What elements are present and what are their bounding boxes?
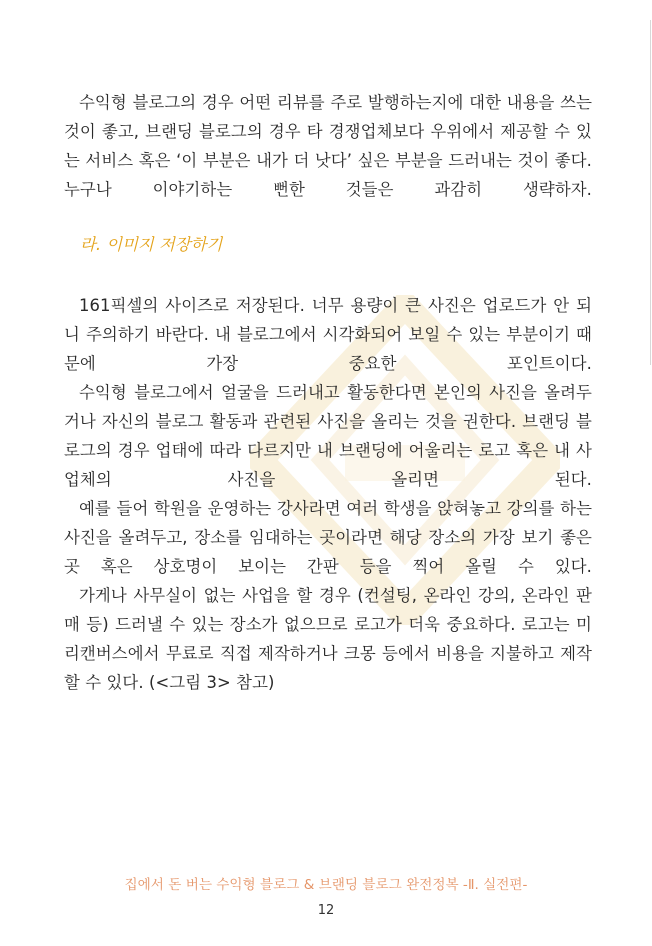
paragraph-profile-photo: 수익형 블로그에서 얼굴을 드러내고 활동한다면 본인의 사진을 올려두거나 자신의 블로그 활동과 관련된 사진을 올리는 것을 권한다. 브랜딩 블로그의 경우 업태에 따라 다르지만 내 브랜딩에 어울리는 로고 혹은 내 사업체의 사진을 올리면 된다.	[64, 383, 592, 489]
paragraph-image-size: 161픽셀의 사이즈로 저장된다. 너무 용량이 큰 사진은 업로드가 안 되니 주의하기 바란다. 내 블로그에서 시각화되어 보일 수 있는 부분이기 때문에 가장 중요한 포인트이다.	[64, 296, 592, 373]
paragraph-branding-description: 수익형 블로그의 경우 어떤 리뷰를 주로 발행하는지에 대한 내용을 쓰는 것이 좋고, 브랜딩 블로그의 경우 타 경쟁업체보다 우위에서 제공할 수 있는 서비스 혹은 ‘이 부분은 내가 더 낫다’ 싶은 부분을 드러내는 것이 좋다. 누구나 이야기하는 뻔한 것들은 과감히 생략하자.	[64, 93, 592, 199]
footer-book-title: 집에서 돈 버는 수익형 블로그 & 브랜딩 블로그 완전정복 -Ⅱ. 실전편-	[124, 877, 528, 893]
page-edge-line	[650, 20, 651, 365]
paragraph-logo-importance: 가게나 사무실이 없는 사업을 할 경우 (컨설팅, 온라인 강의, 온라인 판매 등) 드러낼 수 있는 장소가 없으므로 로고가 더욱 중요하다. 로고는 미리캔버스에서 무료로 직접 제작하거나 크몽 등에서 비용을 지불하고 제작할 수 있다. (<그림 3> 참고)	[64, 586, 592, 692]
paragraph-example-academy: 예를 들어 학원을 운영하는 강사라면 여러 학생을 앉혀놓고 강의를 하는 사진을 올려두고, 장소를 임대하는 곳이라면 해당 장소의 가장 보기 좋은 곳 혹은 상호명이 보이는 간판 등을 찍어 올릴 수 있다.	[64, 499, 592, 576]
page-number: 12	[317, 903, 335, 918]
section-heading-image-save: 라. 이미지 저장하기	[80, 235, 223, 254]
